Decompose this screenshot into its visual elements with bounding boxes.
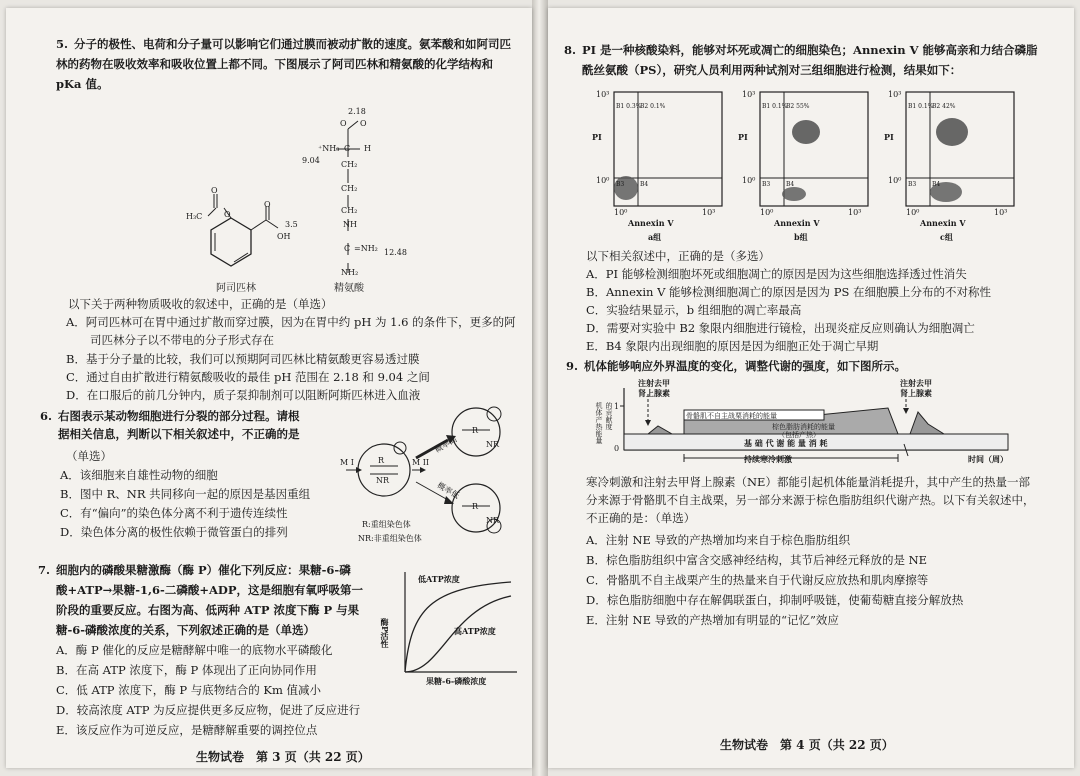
ticks-x: 10⁰ <box>614 208 628 217</box>
aspirin-structure <box>176 178 296 283</box>
page-footer: 生物试卷 第 4 页（共 22 页） <box>720 738 894 752</box>
right-page <box>548 8 1074 768</box>
arginine-pka1-label: 2.18 <box>348 107 366 116</box>
baseline-label: 基 础 代 谢 能 量 消 耗 <box>744 438 828 448</box>
aspirin-h3c-label: H₃C <box>186 212 203 221</box>
ticks-x: 10⁰ <box>760 208 774 217</box>
q7-option: C．低 ATP 浓度下，酶 P 与底物结合的 Km 值减小 <box>56 683 322 697</box>
inject-label-1: 肾上腺素 <box>638 388 670 398</box>
q7-stem-line: 阶段的重要反应。右图为高、低两种 ATP 浓度下酶 P 与果 <box>56 603 360 617</box>
q7-option: B．在高 ATP 浓度下，酶 P 体现出了正向协同作用 <box>56 663 317 677</box>
q8-stem-line: PI 是一种核酸染料，能够对坏死或凋亡的细胞染色；Annexin V 能够高亲和力结合磷脂 <box>582 43 1038 57</box>
q8-option: C．实验结果显示，b 组细胞的凋亡率最高 <box>586 303 802 317</box>
axis-pi: PI <box>738 132 748 142</box>
q7-option: E．该反应作为可逆反应，是糖酵解重要的调控位点 <box>56 723 318 737</box>
tick-y: 10³ <box>596 90 610 99</box>
quadrant-b2: B2 0.1% <box>640 103 666 110</box>
q6-option: B．图中 R、NR 共同移向一起的原因是基因重组 <box>60 487 311 501</box>
q7-number: 7. <box>38 563 51 577</box>
axis-annexin: Annexin V <box>628 218 674 228</box>
arginine-h-label: H <box>364 144 371 153</box>
q9-option: E．注射 NE 导致的产热增加有明显的“记忆”效应 <box>586 613 839 627</box>
tick-y: 10⁰ <box>888 176 902 185</box>
axis-pi: PI <box>592 132 602 142</box>
left-page <box>6 8 532 768</box>
ticks-x: 10³ <box>994 208 1008 217</box>
q6-stem-line: 右图表示某动物细胞进行分裂的部分过程。请根 <box>58 409 300 423</box>
axis-annexin: Annexin V <box>920 218 966 228</box>
arginine-nh2plus-label: =NH₂ <box>354 244 378 253</box>
q7-option: A．酶 P 催化的反应是糖酵解中唯一的底物水平磷酸化 <box>56 643 333 657</box>
q8-option: B．Annexin V 能够检测细胞凋亡的原因是因为 PS 在细胞膜上分布的不对称性 <box>586 285 991 299</box>
r-label: R <box>378 456 385 465</box>
arrow-low-label: 概率低 <box>435 480 461 501</box>
q5-prompt: 以下关于两种物质吸收的叙述中，正确的是（单选） <box>68 297 333 311</box>
arginine-pka2-label: 9.04 <box>302 156 320 165</box>
tick-y: 10³ <box>742 90 756 99</box>
mi-label: M I <box>340 458 354 467</box>
q6-option: C．有“偏向”的染色体分离不利于遗传连续性 <box>60 506 288 520</box>
arginine-nh3-label: ⁺NH₃ <box>318 144 340 153</box>
chart-y0: 0 <box>614 444 620 453</box>
arginine-c-label: C <box>344 244 351 253</box>
q5-option: D．在口服后的前几分钟内，质子泵抑制剂可以阻断阿斯匹林进入血液 <box>66 388 421 402</box>
group-a-label: a组 <box>648 232 662 242</box>
arginine-ch2-label: CH₂ <box>341 160 358 169</box>
chart-y1: 1 <box>614 402 620 411</box>
arginine-o-label: O <box>340 119 347 128</box>
q5-stem-line: 分子的极性、电荷和分子量可以影响它们通过膜而被动扩散的速度。氨苯酸和如阿司匹 <box>74 37 511 51</box>
ticks-x: 10³ <box>702 208 716 217</box>
q9-option: D．棕色脂肪细胞中存在解偶联蛋白，抑制呼吸链，使葡萄糖直接分解放热 <box>586 593 964 607</box>
q9-number: 9. <box>566 359 579 373</box>
q9-body-line: 不正确的是：（单选） <box>586 511 696 525</box>
aspirin-o-label: O <box>224 210 231 219</box>
book-gutter <box>532 0 548 776</box>
q9-stem: 机体能够响应外界温度的变化，调整代谢的强度，如下图所示。 <box>584 359 906 373</box>
axis-pi: PI <box>884 132 894 142</box>
legend-nr: NR:非重组染色体 <box>358 534 422 543</box>
nr-label: NR <box>486 516 500 525</box>
low-atp-label: 低ATP浓度 <box>418 574 460 584</box>
q5-stem-line: 林的药物在吸收效率和吸收位置上都不同。下图展示了阿司匹林和精氨酸的化学结构和 <box>56 57 493 71</box>
xaxis-label: 时间（周） <box>968 454 1008 464</box>
q9-body-line: 寒冷刺激和注射去甲肾上腺素（NE）都能引起机体能量消耗提升，其中产生的热量一部 <box>586 475 1030 489</box>
quadrant-b4: B4 <box>640 181 649 188</box>
q8-prompt: 以下相关叙述中，正确的是（多选） <box>586 249 770 263</box>
page-footer: 生物试卷 第 3 页（共 22 页） <box>196 750 370 764</box>
ticks-x: 10³ <box>848 208 862 217</box>
q7-stem-line: 细胞内的磷酸果糖激酶（酶 P）催化下列反应：果糖-6-磷 <box>56 563 351 577</box>
q7-stem-line: 糖-6-磷酸浓度的关系，下列叙述正确的是（单选） <box>56 623 316 637</box>
quadrant-b2: B2 55% <box>786 103 810 110</box>
graph-ylabel: 酶P活性 <box>380 618 390 649</box>
arginine-o-label: O <box>360 119 367 128</box>
tick-y: 10⁰ <box>742 176 756 185</box>
r-label: R <box>472 502 479 511</box>
arginine-ch2-label: CH₂ <box>341 184 358 193</box>
q5-stem-line: pKa 值。 <box>56 77 109 91</box>
chart-ylabel: 的贡献度 <box>605 402 613 430</box>
quadrant-b3: B3 <box>616 181 625 188</box>
quadrant-b4: B4 <box>786 181 795 188</box>
aspirin-o-label: O <box>264 200 271 209</box>
inject-label-1: 注射去甲 <box>638 378 670 388</box>
q5-option-cont: 司匹林分子以不带电的分子形式存在 <box>90 333 274 347</box>
quadrant-b1: B1 0.3% <box>616 103 642 110</box>
tick-y: 10⁰ <box>596 176 610 185</box>
q6-stem-line: 据相关信息，判断以下相关叙述中，不正确的是 <box>58 427 300 441</box>
legend-r: R:重组染色体 <box>362 520 411 529</box>
arginine-nh-label: NH <box>343 220 357 229</box>
aspirin-o-label: O <box>211 186 218 195</box>
q6-option: D．染色体分离的极性依赖于微管蛋白的排列 <box>60 525 288 539</box>
aspirin-pka-label: 3.5 <box>285 220 298 229</box>
high-atp-label: 高ATP浓度 <box>454 626 496 636</box>
arginine-pka3-label: 12.48 <box>384 248 407 257</box>
group-c-label: c组 <box>940 232 953 242</box>
q9-option: B．棕色脂肪组织中富含交感神经结构，其节后神经元释放的是 NE <box>586 553 928 567</box>
inject-label-2: 注射去甲 <box>900 378 932 388</box>
q5-option: A．阿司匹林可在胃中通过扩散而穿过膜，因为在胃中约 pH 为 1.6 的条件下，更多的阿 <box>66 315 516 329</box>
q8-option: A．PI 能够检测细胞坏死或细胞凋亡的原因是因为这些细胞选择透过性消失 <box>586 267 967 281</box>
tick-y: 10³ <box>888 90 902 99</box>
ticks-x: 10⁰ <box>906 208 920 217</box>
q7-stem-line: 酸+ATP→果糖-1,6-二磷酸+ADP，这是细胞有氧呼吸第一 <box>56 583 363 597</box>
q6-number: 6. <box>40 409 53 423</box>
arginine-c-label: C <box>344 144 351 153</box>
q6-option: A．该细胞来自雄性动物的细胞 <box>60 468 218 482</box>
quadrant-b3: B3 <box>762 181 771 188</box>
chart-ylabel: 机体产热能量 <box>595 402 603 444</box>
q8-option: E．B4 象限内出现细胞的原因是因为细胞正处于凋亡早期 <box>586 339 879 353</box>
mii-label: M II <box>412 458 430 467</box>
box-lower-label: （包括产热） <box>778 431 820 439</box>
arginine-label: 精氨酸 <box>334 283 364 294</box>
q8-option: D．需要对实验中 B2 象限内细胞进行镜检，出现炎症反应则确认为细胞凋亡 <box>586 321 975 335</box>
group-b-label: b组 <box>794 232 808 242</box>
arginine-nh2-label: NH₂ <box>341 268 359 277</box>
arrow-high-label: 概率高 <box>433 434 459 455</box>
inject-label-2: 肾上腺素 <box>900 388 932 398</box>
quadrant-b3: B3 <box>908 181 917 188</box>
axis-annexin: Annexin V <box>774 218 820 228</box>
q5-number: 5. <box>56 37 69 51</box>
nr-label: NR <box>486 440 500 449</box>
q6-type: （单选） <box>66 449 112 463</box>
quadrant-b4: B4 <box>932 181 941 188</box>
quadrant-b1: B1 0.1% <box>762 103 788 110</box>
q5-option: C．通过自由扩散进行精氨酸吸收的最佳 pH 范围在 2.18 和 9.04 之间 <box>66 370 430 384</box>
q8-stem-line: 酰丝氨酸（PS），研究人员利用两种试剂对三组细胞进行检测，结果如下： <box>582 63 962 77</box>
cold-label: 持续寒冷刺激 <box>744 454 792 464</box>
quadrant-b2: B2 42% <box>932 103 956 110</box>
nr-label: NR <box>376 476 390 485</box>
q9-option: C．骨骼肌不自主战栗产生的热量来自于代谢反应放热和肌肉摩擦等 <box>586 573 929 587</box>
q5-option: B．基于分子量的比较，我们可以预期阿司匹林比精氨酸更容易透过膜 <box>66 352 420 366</box>
box-lower-label: 棕色脂肪消耗的能量 <box>772 423 835 431</box>
graph-xlabel: 果糖-6-磷酸浓度 <box>426 676 487 686</box>
q7-option: D．较高浓度 ATP 为反应提供更多反应物，促进了反应进行 <box>56 703 361 717</box>
box-upper-label: 骨骼肌不自主战栗消耗的能量 <box>686 412 777 420</box>
arginine-ch2-label: CH₂ <box>341 206 358 215</box>
q9-option: A．注射 NE 导致的产热增加均来自于棕色脂肪组织 <box>586 533 851 547</box>
quadrant-b1: B1 0.1% <box>908 103 934 110</box>
r-label: R <box>472 426 479 435</box>
aspirin-oh-label: OH <box>277 232 291 241</box>
aspirin-label: 阿司匹林 <box>216 283 256 294</box>
q9-body-line: 分来源于骨骼肌不自主战栗，另一部分来源于棕色脂肪组织代谢产热。以下有关叙述中， <box>586 493 1035 507</box>
q8-number: 8. <box>564 43 577 57</box>
